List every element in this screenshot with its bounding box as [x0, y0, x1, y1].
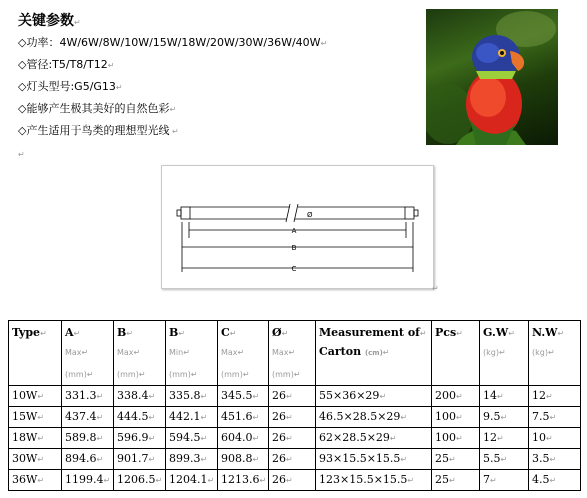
table-cell: 594.5↵ — [166, 428, 218, 449]
table-row — [9, 470, 581, 491]
cell-value: 14 — [483, 389, 497, 402]
table-cell: 1204.1↵ — [166, 470, 218, 491]
cell-value: 331.3 — [65, 389, 97, 402]
table-cell: 345.5↵ — [218, 386, 269, 407]
table-cell: 338.4↵ — [114, 386, 166, 407]
cell-value: 25 — [435, 452, 449, 465]
table-cell: 437.4↵ — [62, 407, 114, 428]
cell-value: 55×36×29 — [319, 389, 380, 402]
table-cell: 10W↵ — [9, 386, 62, 407]
table-cell: 1199.4↵ — [62, 470, 114, 491]
param-bird-light: ◇产生适用于鸟类的理想型光线 ↵ — [18, 124, 179, 137]
cell-value: 26 — [272, 473, 286, 486]
cell-value: 18W — [12, 431, 38, 444]
table-row — [9, 386, 581, 407]
table-cell: 93×15.5×15.5↵ — [316, 449, 432, 470]
cell-value: 894.6 — [65, 452, 97, 465]
table-cell: 100↵ — [432, 407, 480, 428]
header-net-weight: N.W↵ (kg)↵ — [529, 321, 581, 386]
table-cell: 10↵ — [529, 428, 581, 449]
table-cell: 62×28.5×29↵ — [316, 428, 432, 449]
cell-value: 1206.5 — [117, 473, 156, 486]
table-cell: 451.6↵ — [218, 407, 269, 428]
table-cell: 26↵ — [269, 428, 316, 449]
param-natural-color: ◇能够产生极其美好的自然色彩↵ — [18, 102, 177, 115]
cell-value: 596.9 — [117, 431, 149, 444]
table-cell: 26↵ — [269, 407, 316, 428]
table-cell: 36W↵ — [9, 470, 62, 491]
table-cell: 12↵ — [529, 386, 581, 407]
key-parameters — [18, 12, 418, 158]
empty-paragraph: ↵ — [18, 150, 25, 159]
cell-value: 4.5 — [532, 473, 550, 486]
cell-value: 36W — [12, 473, 38, 486]
table-cell: 899.3↵ — [166, 449, 218, 470]
param-tube-diameter: ◇管径:T5/T8/T12↵ — [18, 58, 115, 71]
params-title: 关键参数↵ — [18, 13, 81, 29]
table-cell: 5.5↵ — [480, 449, 529, 470]
table-cell: 894.6↵ — [62, 449, 114, 470]
cell-value: 12 — [532, 389, 546, 402]
cell-value: 26 — [272, 431, 286, 444]
table-cell: 1213.6↵ — [218, 470, 269, 491]
parrot-illustration — [426, 9, 558, 145]
table-cell: 200↵ — [432, 386, 480, 407]
table-cell: 123×15.5×15.5↵ — [316, 470, 432, 491]
header-pcs: Pcs↵ — [432, 321, 480, 386]
table-cell: 25↵ — [432, 470, 480, 491]
table-cell: 9.5↵ — [480, 407, 529, 428]
table-row — [9, 428, 581, 449]
cell-value: 15W — [12, 410, 38, 423]
cell-value: 7.5 — [532, 410, 550, 423]
cell-value: 100 — [435, 431, 456, 444]
table-cell: 55×36×29↵ — [316, 386, 432, 407]
tube-dimension-diagram — [161, 165, 434, 289]
paragraph-mark: ↵ — [432, 284, 439, 293]
cell-value: 338.4 — [117, 389, 149, 402]
cell-value: 7 — [483, 473, 490, 486]
cell-value: 594.5 — [169, 431, 201, 444]
table-header-row — [9, 321, 581, 386]
cell-value: 5.5 — [483, 452, 501, 465]
dimension-c-label: C — [291, 265, 297, 273]
cell-value: 442.1 — [169, 410, 201, 423]
cell-value: 1199.4 — [65, 473, 104, 486]
cell-value: 10 — [532, 431, 546, 444]
table-cell: 1206.5↵ — [114, 470, 166, 491]
table-cell: 908.8↵ — [218, 449, 269, 470]
table-cell: 26↵ — [269, 449, 316, 470]
table-cell: 26↵ — [269, 386, 316, 407]
cell-value: 26 — [272, 389, 286, 402]
header-b-min: B↵ Min↵ (mm)↵ — [166, 321, 218, 386]
cell-value: 26 — [272, 452, 286, 465]
cell-value: 123×15.5×15.5 — [319, 473, 408, 486]
table-row — [9, 449, 581, 470]
table-cell: 331.3↵ — [62, 386, 114, 407]
table-cell: 444.5↵ — [114, 407, 166, 428]
header-a-max: A↵ Max↵ (mm)↵ — [62, 321, 114, 386]
header-b-max: B↵ Max↵ (mm)↵ — [114, 321, 166, 386]
table-cell: 15W↵ — [9, 407, 62, 428]
cell-value: 345.5 — [221, 389, 253, 402]
cell-value: 335.8 — [169, 389, 201, 402]
table-cell: 25↵ — [432, 449, 480, 470]
param-power: ◇功率：4W/6W/8W/10W/15W/18W/20W/30W/36W/40W↵ — [18, 36, 328, 49]
dimension-b-label: B — [291, 244, 297, 252]
cell-value: 46.5×28.5×29 — [319, 410, 401, 423]
table-cell: 30W↵ — [9, 449, 62, 470]
header-carton-measurement: Measurement of↵ Carton (cm)↵ — [316, 321, 432, 386]
cell-value: 604.0 — [221, 431, 253, 444]
cell-value: 901.7 — [117, 452, 149, 465]
cell-value: 25 — [435, 473, 449, 486]
table-cell: 18W↵ — [9, 428, 62, 449]
diameter-label: Ø — [307, 211, 313, 219]
dimension-a-label: A — [291, 227, 297, 235]
cell-value: 12 — [483, 431, 497, 444]
cell-value: 437.4 — [65, 410, 97, 423]
table-cell: 100↵ — [432, 428, 480, 449]
table-cell: 596.9↵ — [114, 428, 166, 449]
cell-value: 9.5 — [483, 410, 501, 423]
table-cell: 14↵ — [480, 386, 529, 407]
cell-value: 100 — [435, 410, 456, 423]
table-cell: 7.5↵ — [529, 407, 581, 428]
parrot-photo — [426, 9, 558, 145]
cell-value: 1204.1 — [169, 473, 208, 486]
cell-value: 451.6 — [221, 410, 253, 423]
tube-drawing — [162, 166, 433, 288]
table-cell: 4.5↵ — [529, 470, 581, 491]
table-cell: 589.8↵ — [62, 428, 114, 449]
header-diameter-max: Ø↵ Max↵ (mm)↵ — [269, 321, 316, 386]
table-cell: 12↵ — [480, 428, 529, 449]
header-type: Type↵ — [9, 321, 62, 386]
table-cell: 3.5↵ — [529, 449, 581, 470]
cell-value: 899.3 — [169, 452, 201, 465]
header-c-max: C↵ Max↵ (mm)↵ — [218, 321, 269, 386]
cell-value: 589.8 — [65, 431, 97, 444]
table-cell: 26↵ — [269, 470, 316, 491]
table-cell: 7↵ — [480, 470, 529, 491]
cell-value: 93×15.5×15.5 — [319, 452, 401, 465]
cell-value: 3.5 — [532, 452, 550, 465]
table-cell: 604.0↵ — [218, 428, 269, 449]
cell-value: 908.8 — [221, 452, 253, 465]
cell-value: 1213.6 — [221, 473, 260, 486]
spec-table — [8, 320, 581, 491]
cell-value: 62×28.5×29 — [319, 431, 390, 444]
table-cell: 901.7↵ — [114, 449, 166, 470]
table-cell: 46.5×28.5×29↵ — [316, 407, 432, 428]
cell-value: 200 — [435, 389, 456, 402]
cell-value: 444.5 — [117, 410, 149, 423]
table-cell: 442.1↵ — [166, 407, 218, 428]
cell-value: 10W — [12, 389, 38, 402]
header-gross-weight: G.W↵ (kg)↵ — [480, 321, 529, 386]
cell-value: 26 — [272, 410, 286, 423]
param-base-type: ◇灯头型号:G5/G13↵ — [18, 80, 123, 93]
table-row — [9, 407, 581, 428]
table-cell: 335.8↵ — [166, 386, 218, 407]
cell-value: 30W — [12, 452, 38, 465]
